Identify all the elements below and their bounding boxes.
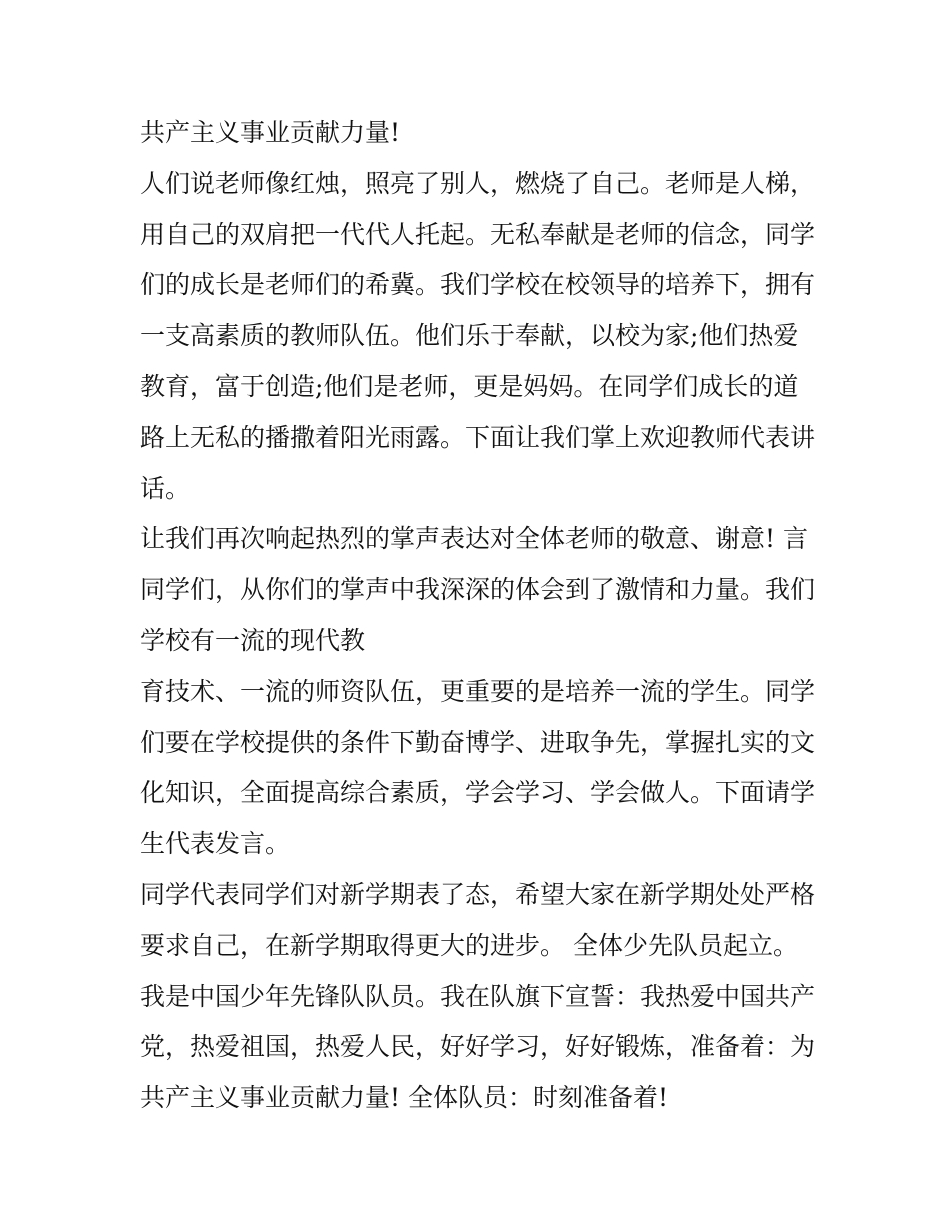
text-line: 话。 xyxy=(140,473,191,503)
text-line: 让我们再次响起热烈的掌声表达对全体老师的敬意、谢意! 言 xyxy=(140,524,808,554)
text-line: 学校有一流的现代教 xyxy=(140,625,366,655)
text-line: 同学代表同学们对新学期表了态，希望大家在新学期处处严格 xyxy=(140,879,816,909)
text-line: 们的成长是老师们的希冀。我们学校在校领导的培养下，拥有 xyxy=(140,270,816,300)
text-line: 共产主义事业贡献力量! xyxy=(140,118,401,147)
text-line: 人们说老师像红烛，照亮了别人，燃烧了自己。老师是人梯， xyxy=(140,168,816,198)
text-line: 要求自己，在新学期取得更大的进步。 全体少先队员起立。 xyxy=(140,930,798,960)
text-line: 路上无私的播撒着阳光雨露。下面让我们掌上欢迎教师代表讲 xyxy=(140,422,816,452)
text-line: 生代表发言。 xyxy=(140,829,291,859)
text-line: 共产主义事业贡献力量! 全体队员：时刻准备着! xyxy=(140,1083,669,1113)
text-line: 教育，富于创造;他们是老师，更是妈妈。在同学们成长的道 xyxy=(140,371,799,401)
text-line: 育技术、一流的师资队伍，更重要的是培养一流的学生。同学 xyxy=(140,676,816,706)
document-body xyxy=(140,108,830,1124)
text-line: 化知识，全面提高综合素质，学会学习、学会做人。下面请学 xyxy=(140,778,816,808)
text-line: 们要在学校提供的条件下勤奋博学、进取争先，掌握扎实的文 xyxy=(140,727,816,757)
text-line: 一支高素质的教师队伍。他们乐于奉献，以校为家;他们热爱 xyxy=(140,321,799,351)
text-line: 用自己的双肩把一代代人托起。无私奉献是老师的信念，同学 xyxy=(140,219,816,249)
text-line: 我是中国少年先锋队队员。我在队旗下宣誓：我热爱中国共产 xyxy=(140,981,816,1011)
text-line: 同学们，从你们的掌声中我深深的体会到了激情和力量。我们 xyxy=(140,575,816,605)
text-line: 党，热爱祖国，热爱人民，好好学习，好好锻炼，准备着：为 xyxy=(140,1032,816,1062)
